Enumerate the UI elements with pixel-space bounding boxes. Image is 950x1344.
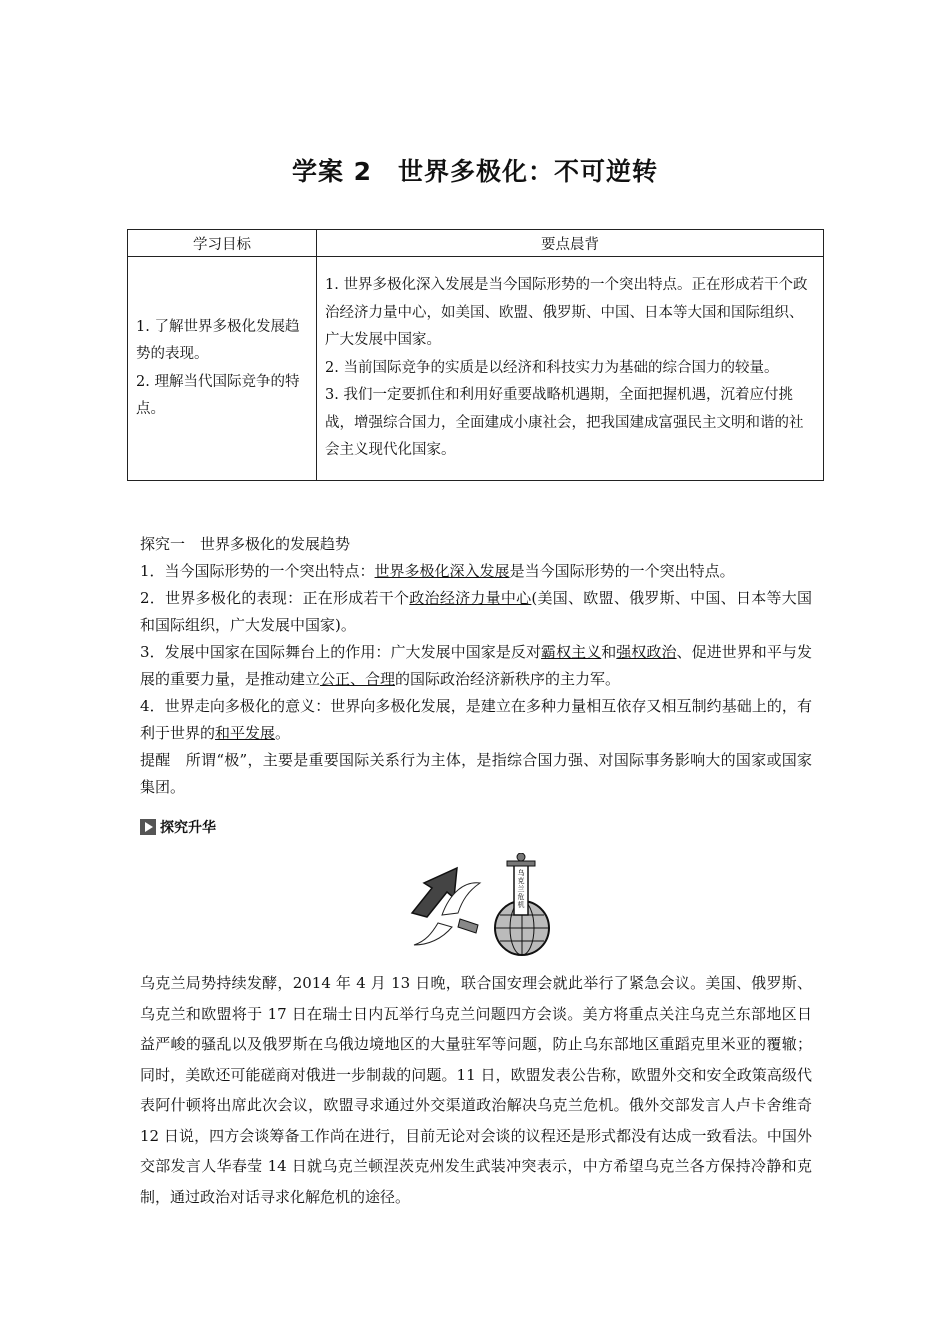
key-point-item: 3. 我们一定要抓住和利用好重要战略机遇期，全面把握机遇，沉着应付挑战，增强综合国力，全面建成小康社会，把我国建成富强民主文明和谐的社会主义现代化国家。 [325,387,804,459]
section-tag-label: 探究升华 [160,820,216,836]
header-key-points: 要点晨背 [317,230,824,257]
explore-point-3: 3．发展中国家在国际舞台上的作用：广大发展中国家是反对霸权主义和强权政治、促进世界和平与发展的重要力量，是推动建立公正、合理的国际政治经济新秩序的主力军。 [140,643,812,688]
section-tag [140,817,216,837]
page-title: 学案 2 世界多极化：不可逆转 [291,157,659,186]
objective-item: 2. 理解当代国际竞争的特点。 [136,373,300,417]
explore-section [140,531,812,801]
explore-point-1: 1．当今国际形势的一个突出特点：世界多极化深入发展是当今国际形势的一个突出特点。 [140,562,735,580]
reminder-note: 提醒 所谓“极”，主要是重要国际关系行为主体，是指综合国力强、对国际事务影响大的国家或国家集团。 [140,751,812,796]
explore-heading: 探究一 世界多极化的发展趋势 [140,535,351,553]
ukraine-crisis-illustration [402,853,562,958]
sword-label: 乌克兰危机 [517,869,525,909]
news-paragraph: 乌克兰局势持续发酵，2014 年 4 月 13 日晚，联合国安理会就此举行了紧急会议。美国、俄罗斯、乌克兰和欧盟将于 17 日在瑞士日内瓦举行乌克兰问题四方会谈。美方将重点关注乌克兰东部地区日益严峻的骚乱以及俄罗斯在乌俄边境地区的大量驻军等问题，防止乌东部地区重蹈克里米亚的覆辙；同时，美欧还可能磋商对俄进一步制裁的问题。11 日，欧盟发表公告称，欧盟外交和安全政策高级代表阿什顿将出席此次会议，欧盟寻求通过外交渠道政治解决乌克兰危机。俄外交部发言人卢卡舍维奇 12 日说，四方会谈筹备工作尚在进行，目前无论对会谈的议程还是形式都没有达成一致看法。中国外交部发言人华春莹 14 日就乌克兰顿涅茨克州发生武装冲突表示，中方希望乌克兰各方保持冷静和克制，通过政治对话寻求化解危机的途径。 [140,974,812,1206]
objectives-cell [128,257,317,481]
explore-point-4: 4．世界走向多极化的意义：世界向多极化发展，是建立在多种力量相互依存又相互制约基础上的，有利于世界的和平发展。 [140,697,812,742]
key-point-item: 2. 当前国际竞争的实质是以经济和科技实力为基础的综合国力的较量。 [325,359,779,376]
goals-table [127,229,824,481]
explore-point-2: 2．世界多极化的表现：正在形成若干个政治经济力量中心(美国、欧盟、俄罗斯、中国、日本等大国和国际组织，广大发展中国家)。 [140,589,812,634]
objective-item: 1. 了解世界多极化发展趋势的表现。 [136,318,300,362]
key-points-cell [317,257,824,481]
play-triangle-icon [140,819,156,835]
key-point-item: 1. 世界多极化深入发展是当今国际形势的一个突出特点。正在形成若干个政治经济力量中心，如美国、欧盟、俄罗斯、中国、日本等大国和国际组织、广大发展中国家。 [325,277,808,349]
header-objectives: 学习目标 [128,230,317,257]
